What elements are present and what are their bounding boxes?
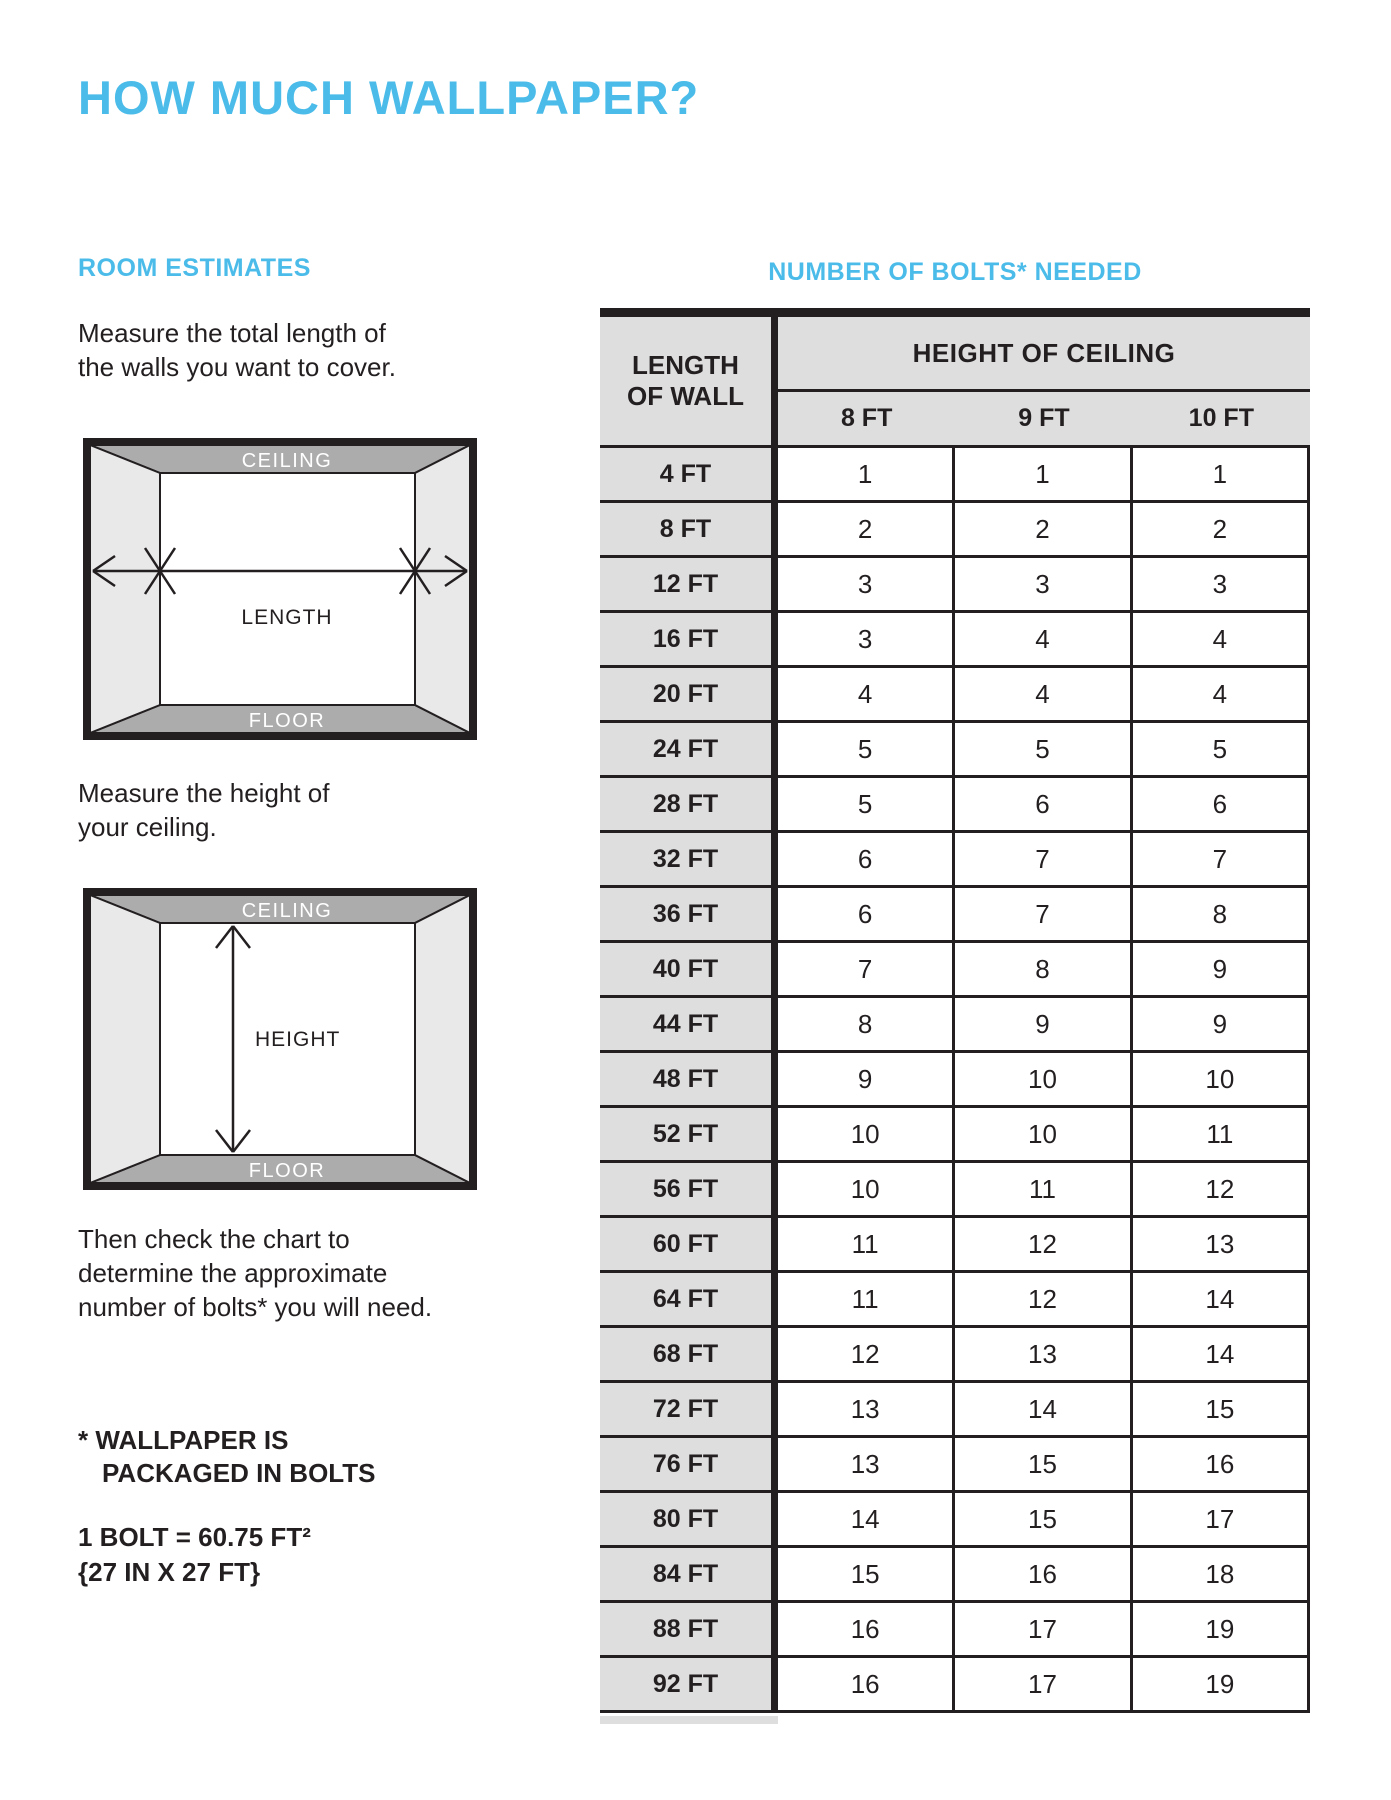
bolts-table-heading: NUMBER OF BOLTS* NEEDED [768,258,1142,286]
value-cell: 7 [778,943,955,998]
value-cell: 9 [1133,943,1310,998]
value-cell: 5 [778,723,955,778]
value-cell: 15 [1133,1383,1310,1438]
value-cell: 4 [955,613,1132,668]
value-cell: 14 [955,1383,1132,1438]
ceiling-label: CEILING [241,450,333,472]
value-cell: 8 [1133,888,1310,943]
row-label-cell: 68 FT [600,1328,778,1383]
value-cell: 5 [1133,723,1310,778]
table-row [600,1548,1310,1603]
table-row [600,1328,1310,1383]
table-row [600,448,1310,503]
column-header-8ft: 8 FT [840,404,893,432]
height-label: HEIGHT [255,1028,341,1051]
table-row [600,1438,1310,1493]
room-height-diagram [83,888,477,1190]
instruction-measure-length [78,316,396,384]
value-cell: 9 [778,1053,955,1108]
value-cell: 6 [778,833,955,888]
bolt-size-line: {27 IN X 27 FT} [78,1557,261,1587]
value-cell: 6 [955,778,1132,833]
column-group-header [778,317,1310,445]
table-row [600,1493,1310,1548]
row-label-cell: 36 FT [600,888,778,943]
value-cell: 12 [955,1273,1132,1328]
table-tail-strip [600,1716,778,1724]
value-cell: 12 [955,1218,1132,1273]
value-cell: 3 [778,558,955,613]
value-cell: 2 [1133,503,1310,558]
section-heading-room-estimates: ROOM ESTIMATES [78,254,311,282]
value-cell: 15 [955,1438,1132,1493]
table-row [600,888,1310,943]
instruction-check-chart [78,1222,432,1324]
row-label-cell: 92 FT [600,1658,778,1713]
row-label-cell: 60 FT [600,1218,778,1273]
table-row [600,1383,1310,1438]
row-label-cell: 40 FT [600,943,778,998]
row-group-header-line: OF WALL [627,381,744,411]
row-label-cell: 24 FT [600,723,778,778]
table-top-bar [600,308,1310,317]
instruction-line: Measure the total length of [78,318,386,348]
bolts-table [600,308,1310,1713]
row-label-cell: 28 FT [600,778,778,833]
value-cell: 3 [955,558,1132,613]
value-cell: 3 [778,613,955,668]
row-label-cell: 48 FT [600,1053,778,1108]
value-cell: 14 [1133,1273,1310,1328]
value-cell: 11 [778,1218,955,1273]
row-label-cell: 4 FT [600,448,778,503]
row-label-cell: 64 FT [600,1273,778,1328]
value-cell: 12 [1133,1163,1310,1218]
table-row [600,1658,1310,1713]
value-cell: 10 [1133,1053,1310,1108]
length-label: LENGTH [241,606,333,629]
column-header-9ft: 9 FT [1018,404,1070,432]
value-cell: 10 [778,1163,955,1218]
value-cell: 5 [778,778,955,833]
table-row [600,1273,1310,1328]
wallpaper-bolts-footnote [78,1424,375,1490]
value-cell: 17 [955,1603,1132,1658]
value-cell: 13 [778,1438,955,1493]
value-cell: 16 [778,1658,955,1713]
value-cell: 15 [778,1548,955,1603]
value-cell: 16 [955,1548,1132,1603]
value-cell: 4 [1133,613,1310,668]
column-header-10ft: 10 FT [1188,404,1254,432]
value-cell: 4 [1133,668,1310,723]
table-row [600,998,1310,1053]
row-label-cell: 8 FT [600,503,778,558]
value-cell: 7 [1133,833,1310,888]
row-label-cell: 52 FT [600,1108,778,1163]
value-cell: 8 [778,998,955,1053]
value-cell: 17 [1133,1493,1310,1548]
value-cell: 2 [955,503,1132,558]
value-cell: 10 [778,1108,955,1163]
page-title: HOW MUCH WALLPAPER? [78,71,700,124]
value-cell: 10 [955,1053,1132,1108]
row-group-header-line: LENGTH [632,350,739,380]
row-label-cell: 12 FT [600,558,778,613]
left-wall [90,895,160,1183]
table-row [600,1053,1310,1108]
right-wall [415,895,470,1183]
value-cell: 9 [955,998,1132,1053]
bolt-size-line: 1 BOLT = 60.75 FT² [78,1522,311,1552]
value-cell: 16 [778,1603,955,1658]
value-cell: 6 [1133,778,1310,833]
row-label-cell: 44 FT [600,998,778,1053]
table-row [600,613,1310,668]
row-label-cell: 32 FT [600,833,778,888]
value-cell: 13 [778,1383,955,1438]
table-row [600,833,1310,888]
column-headers [778,392,1310,445]
row-label-cell: 16 FT [600,613,778,668]
bolt-size-note [78,1520,311,1590]
value-cell: 4 [778,668,955,723]
value-cell: 1 [955,448,1132,503]
value-cell: 11 [1133,1108,1310,1163]
value-cell: 7 [955,833,1132,888]
row-label-cell: 56 FT [600,1163,778,1218]
value-cell: 10 [955,1108,1132,1163]
instruction-line: determine the approximate [78,1258,388,1288]
value-cell: 7 [955,888,1132,943]
room-length-diagram [83,438,477,740]
table-row [600,503,1310,558]
right-wall [415,445,470,733]
value-cell: 19 [1133,1658,1310,1713]
value-cell: 19 [1133,1603,1310,1658]
table-header [600,317,1310,448]
table-row [600,1163,1310,1218]
value-cell: 2 [778,503,955,558]
row-label-cell: 84 FT [600,1548,778,1603]
value-cell: 14 [778,1493,955,1548]
value-cell: 1 [778,448,955,503]
value-cell: 17 [955,1658,1132,1713]
value-cell: 13 [1133,1218,1310,1273]
instruction-line: Measure the height of [78,778,330,808]
value-cell: 18 [1133,1548,1310,1603]
column-group-header-height-of-ceiling: HEIGHT OF CEILING [778,317,1310,392]
table-row [600,723,1310,778]
instruction-line: your ceiling. [78,812,217,842]
footnote-line: * WALLPAPER IS [78,1425,289,1455]
value-cell: 16 [1133,1438,1310,1493]
floor-label: FLOOR [248,1160,326,1182]
table-row [600,1108,1310,1163]
value-cell: 15 [955,1493,1132,1548]
table-row [600,1218,1310,1273]
value-cell: 6 [778,888,955,943]
instruction-line: the walls you want to cover. [78,352,396,382]
table-row [600,558,1310,613]
row-label-cell: 80 FT [600,1493,778,1548]
value-cell: 5 [955,723,1132,778]
value-cell: 12 [778,1328,955,1383]
value-cell: 14 [1133,1328,1310,1383]
table-row [600,668,1310,723]
value-cell: 11 [955,1163,1132,1218]
value-cell: 11 [778,1273,955,1328]
instruction-line: Then check the chart to [78,1224,350,1254]
bolt-table-body [600,448,1310,1713]
value-cell: 13 [955,1328,1132,1383]
row-group-header-length-of-wall [600,317,778,445]
footnote-line: PACKAGED IN BOLTS [102,1458,376,1488]
table-row [600,943,1310,998]
table-row [600,778,1310,833]
instruction-measure-height [78,776,330,844]
instruction-line: number of bolts* you will need. [78,1292,433,1322]
value-cell: 8 [955,943,1132,998]
row-label-cell: 20 FT [600,668,778,723]
value-cell: 3 [1133,558,1310,613]
row-label-cell: 88 FT [600,1603,778,1658]
value-cell: 4 [955,668,1132,723]
ceiling-label: CEILING [241,900,333,922]
row-label-cell: 72 FT [600,1383,778,1438]
floor-label: FLOOR [248,710,326,732]
table-row [600,1603,1310,1658]
row-label-cell: 76 FT [600,1438,778,1493]
value-cell: 9 [1133,998,1310,1053]
value-cell: 1 [1133,448,1310,503]
